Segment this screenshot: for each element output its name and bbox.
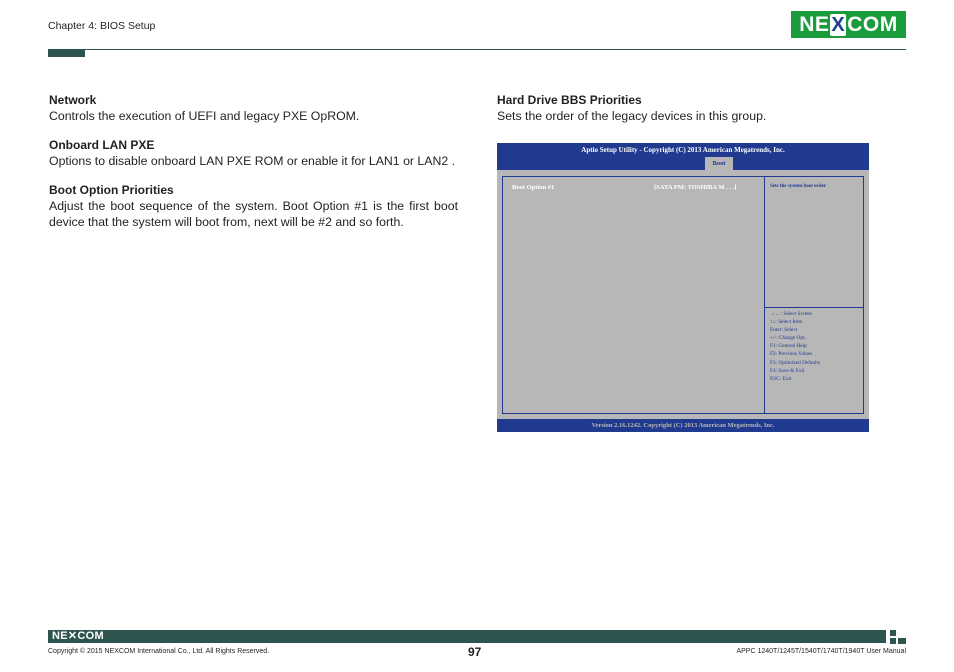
page-number: 97 — [468, 645, 482, 659]
manual-title: APPC 1240T/1245T/1540T/1740T/1940T User Manual — [736, 648, 906, 655]
logo-pre: NE — [799, 13, 830, 36]
bios-vertical-divider — [764, 176, 765, 414]
bios-tab-boot[interactable]: Boot — [705, 157, 733, 170]
logo-wordmark — [799, 11, 898, 38]
bios-footer-bar: Version 2.16.1242. Copyright (C) 2013 American Megatrends, Inc. — [497, 419, 869, 432]
bios-key-line: Enter: Select — [770, 327, 798, 334]
bios-key-legend — [770, 310, 820, 383]
bios-key-line: ↑↓: Select Item — [770, 319, 803, 326]
left-column — [49, 93, 458, 230]
bios-help-text: Sets the system boot order — [770, 184, 827, 189]
section-body-boot-option-priorities: Adjust the boot sequence of the system. Boot Option #1 is the first boot device that the system will boot from, next will be #2 and so forth. — [49, 199, 458, 229]
bios-title-bar: Aptio Setup Utility - Copyright (C) 2013 American Megatrends, Inc. — [497, 143, 869, 157]
bios-help-divider — [765, 307, 864, 308]
header-rule-tab — [48, 49, 85, 57]
section-heading-hdd-bbs: Hard Drive BBS Priorities — [497, 93, 642, 107]
bios-option-label[interactable]: Boot Option #1 — [512, 184, 555, 191]
chapter-title: Chapter 4: BIOS Setup — [48, 20, 156, 32]
section-body-network: Controls the execution of UEFI and legacy PXE OpROM. — [49, 109, 360, 123]
right-column — [497, 93, 877, 124]
copyright-text: Copyright © 2015 NEXCOM International Co., Ltd. All Rights Reserved. — [48, 648, 270, 655]
section-heading-boot-option-priorities: Boot Option Priorities — [49, 183, 174, 197]
footer-logo: NE✕COM — [52, 630, 104, 642]
bios-key-line: F4: Save & Exit — [770, 367, 805, 374]
bios-key-line: F3: Optimized Defaults — [770, 359, 821, 366]
bios-key-line: F1: General Help — [770, 343, 807, 350]
bios-key-line: +/-: Change Opt. — [770, 335, 806, 342]
footer-square-icon — [890, 630, 896, 636]
section-body-onboard-lan-pxe: Options to disable onboard LAN PXE ROM or enable it for LAN1 or LAN2 . — [49, 154, 456, 168]
bios-option-value[interactable]: [SATA PM: TOSHIBA M . . .] — [654, 184, 737, 191]
nexcom-logo — [791, 11, 906, 38]
section-heading-network: Network — [49, 93, 97, 107]
section-body-hdd-bbs: Sets the order of the legacy devices in this group. — [497, 109, 767, 123]
bios-key-line: F2: Previous Values — [770, 351, 813, 358]
footer-square-icon — [890, 638, 896, 644]
logo-x-mark: X — [831, 14, 846, 36]
footer-square-icon — [898, 638, 906, 644]
header-rule — [48, 49, 906, 50]
logo-post: COM — [847, 13, 898, 36]
bios-tab-bar — [497, 157, 869, 170]
section-heading-onboard-lan-pxe: Onboard LAN PXE — [49, 138, 155, 152]
bios-screenshot — [497, 143, 869, 432]
bios-key-line: →←: Select Screen — [770, 311, 813, 317]
footer-bar — [48, 630, 886, 643]
bios-key-line: ESC: Exit — [770, 375, 792, 382]
